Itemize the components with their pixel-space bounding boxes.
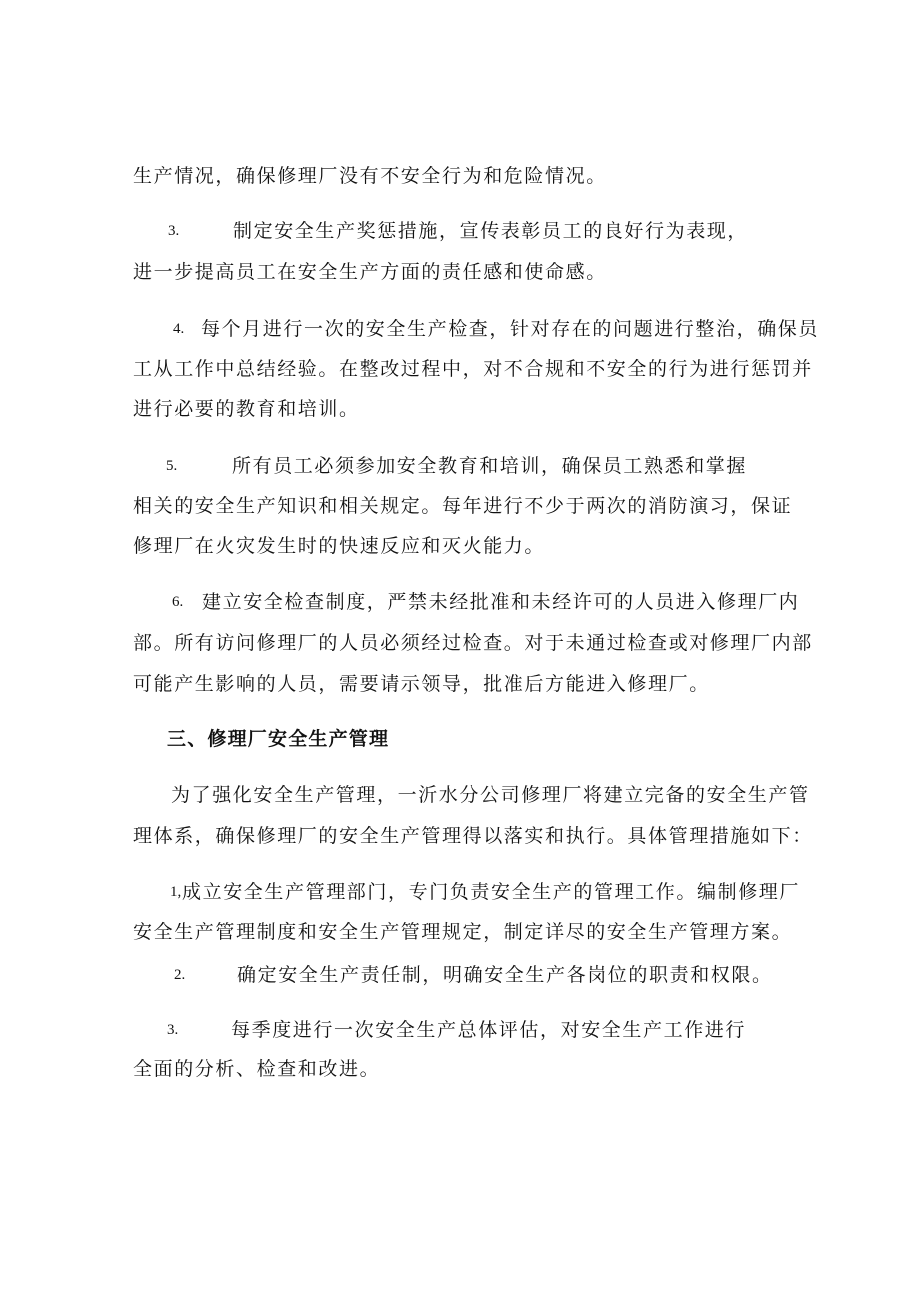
list-number: 6. [172,594,184,610]
list-number: 3. [167,1022,179,1038]
text-line: 确定安全生产责任制，明确安全生产各岗位的职责和权限。 [237,964,773,986]
list-number: 2. [174,967,186,983]
list-number: 3. [168,223,180,239]
text-line: 生产情况，确保修理厂没有不安全行为和危险情况。 [133,165,607,187]
list-number: 4. [173,321,185,337]
list-number: 1, [170,884,182,900]
text-line: 可能产生影响的人员，需要请示领导，批准后方能进入修理厂。 [133,673,710,695]
text-line: 每季度进行一次安全生产总体评估，对安全生产工作进行 [231,1019,747,1041]
text-line: 工从工作中总结经验。在整改过程中，对不合规和不安全的行为进行惩罚并 [133,358,813,380]
text-line: 建立安全检查制度，严禁未经批准和未经许可的人员进入修理厂内 [202,591,800,613]
text-line: 修理厂在火灾发生时的快速反应和灭火能力。 [133,535,546,557]
text-line: 进行必要的教育和培训。 [133,398,360,420]
list-number: 5. [166,458,178,474]
text-line: 所有员工必须参加安全教育和培训，确保员工熟悉和掌握 [232,455,748,477]
section-heading: 三、修理厂安全生产管理 [167,728,390,750]
text-line: 制定安全生产奖惩措施，宣传表彰员工的良好行为表现， [233,220,749,242]
text-line: 成立安全生产管理部门，专门负责安全生产的管理工作。编制修理厂 [182,881,801,903]
text-line: 理体系，确保修理厂的安全生产管理得以落实和执行。具体管理措施如下： [133,825,813,847]
text-line: 全面的分析、检查和改进。 [133,1058,381,1080]
text-line: 为了强化安全生产管理，一沂水分公司修理厂将建立完备的安全生产管 [171,784,810,806]
text-line: 安全生产管理制度和安全生产管理规定，制定详尽的安全生产管理方案。 [133,921,793,943]
text-line: 部。所有访问修理厂的人员必须经过检查。对于未通过检查或对修理厂内部 [133,632,813,654]
text-line: 相关的安全生产知识和相关规定。每年进行不少于两次的消防演习，保证 [133,495,793,517]
text-line: 进一步提高员工在安全生产方面的责任感和使命感。 [133,261,607,283]
text-line: 每个月进行一次的安全生产检查，针对存在的问题进行整治，确保员 [201,318,820,340]
